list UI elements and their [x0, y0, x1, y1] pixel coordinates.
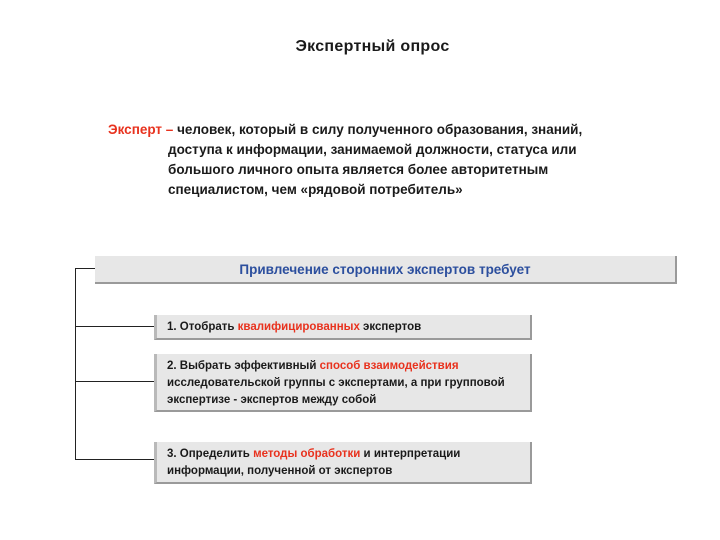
- step-1-text-end: экспертов: [359, 321, 422, 333]
- definition-term: Эксперт: [108, 122, 163, 137]
- step-3-text: 3. Определить: [167, 448, 254, 460]
- step-1-box: [154, 315, 532, 340]
- page-title: Экспертный опрос: [295, 38, 450, 55]
- step-3-box: [154, 442, 532, 484]
- definition-first-line: [108, 120, 668, 140]
- connector-branch-2: [75, 381, 154, 382]
- connector-branch-1: [75, 326, 154, 327]
- definition-line-3: большого личного опыта является более авторитетным: [168, 162, 549, 177]
- step-1-text: 1. Отобрать: [167, 321, 238, 333]
- step-3-text-end: и интерпретации информации, полученной от экспертов: [167, 448, 461, 477]
- definition-line-2: доступа к информации, занимаемой должности, статуса или: [168, 142, 577, 157]
- step-2-text-end: исследовательской группы с экспертами, а при групповой экспертизе - экспертов между собой: [167, 377, 505, 406]
- step-1-highlight: квалифицированных: [237, 321, 360, 333]
- step-2-box: [154, 354, 532, 412]
- step-3-highlight: методы обработки: [253, 448, 361, 460]
- expert-definition: [108, 120, 668, 200]
- step-2-highlight: способ взаимодействия: [319, 360, 459, 372]
- connector-vertical-line: [75, 268, 76, 459]
- requirements-header-label: Привлечение сторонних экспертов требует: [239, 261, 531, 277]
- connector-branch-3: [75, 459, 154, 460]
- definition-dash: –: [162, 122, 178, 137]
- definition-line-1: человек, который в силу полученного образования, знаний,: [177, 122, 583, 137]
- connector-top-horizontal: [75, 268, 95, 269]
- definition-line-4: специалистом, чем «рядовой потребитель»: [168, 182, 463, 197]
- step-2-text: 2. Выбрать эффективный: [167, 360, 320, 372]
- requirements-header: [95, 256, 677, 284]
